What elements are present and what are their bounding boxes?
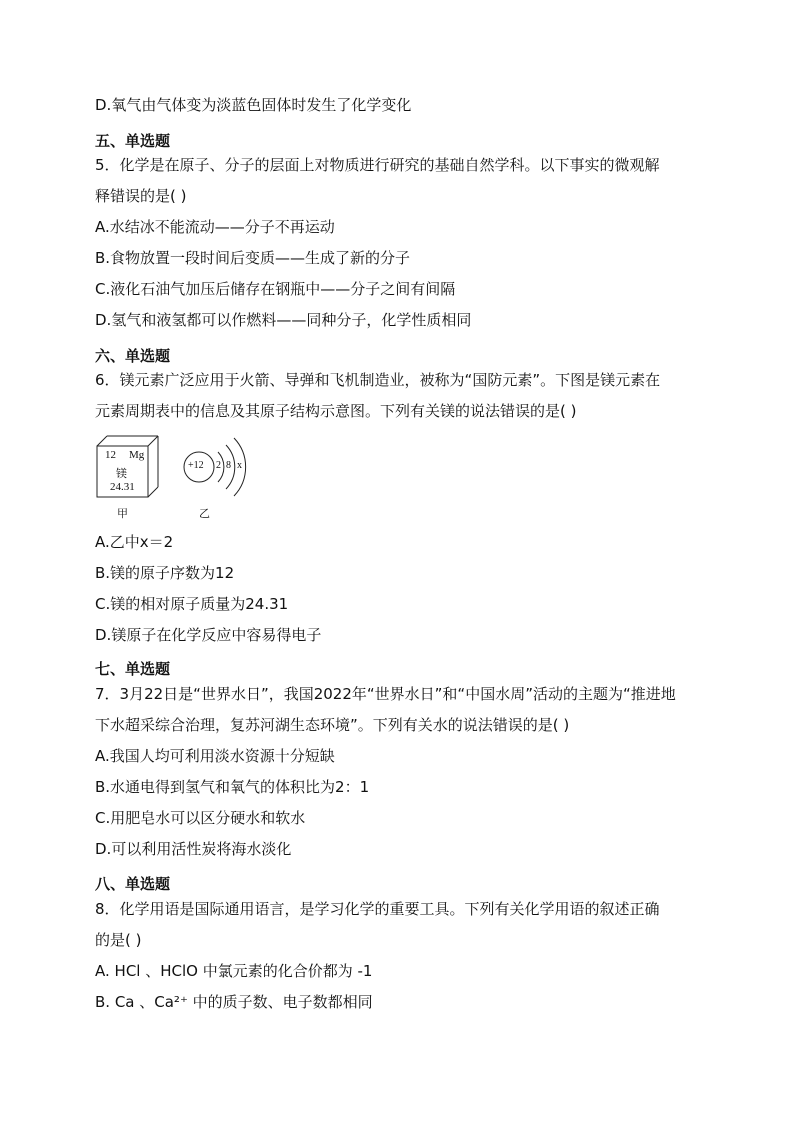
q6-option-c: C.镁的相对原子质量为24.31 bbox=[95, 595, 289, 613]
q7-stem-line2: 下水超采综合治理，复苏河湖生态环境”。下列有关水的说法错误的是( ) bbox=[95, 716, 570, 734]
q8-stem-line1: 8．化学用语是国际通用语言，是学习化学的重要工具。下列有关化学用语的叙述正确 bbox=[95, 900, 660, 918]
q5-option-a: A.水结冰不能流动——分子不再运动 bbox=[95, 218, 335, 236]
shell-3-count: x bbox=[237, 460, 242, 471]
caption-yi: 乙 bbox=[199, 507, 210, 520]
element-symbol: Mg bbox=[129, 449, 145, 461]
q5-option-d: D.氢气和液氢都可以作燃料——同种分子，化学性质相同 bbox=[95, 311, 472, 329]
shell-1-count: 2 bbox=[216, 460, 221, 471]
q5-heading: 五、单选题 bbox=[95, 132, 171, 150]
magnesium-figure bbox=[95, 433, 265, 521]
q8-stem-line2: 的是( ) bbox=[95, 931, 142, 949]
q7-option-b: B.水通电得到氢气和氧气的体积比为2：1 bbox=[95, 778, 370, 796]
q7-option-a: A.我国人均可利用淡水资源十分短缺 bbox=[95, 747, 335, 765]
q8-option-b: B. Ca 、Ca²⁺ 中的质子数、电子数都相同 bbox=[95, 993, 373, 1011]
nucleus-charge: +12 bbox=[188, 460, 204, 471]
q6-stem-line1: 6．镁元素广泛应用于火箭、导弹和飞机制造业，被称为“国防元素”。下图是镁元素在 bbox=[95, 371, 661, 389]
q8-option-a: A. HCl 、HClO 中氯元素的化合价都为 -1 bbox=[95, 962, 373, 980]
q6-option-d: D.镁原子在化学反应中容易得电子 bbox=[95, 626, 322, 644]
q7-option-c: C.用肥皂水可以区分硬水和软水 bbox=[95, 809, 306, 827]
q6-stem-line2: 元素周期表中的信息及其原子结构示意图。下列有关镁的说法错误的是( ) bbox=[95, 402, 577, 420]
q6-option-a: A.乙中x＝2 bbox=[95, 533, 174, 551]
shell-2-count: 8 bbox=[226, 460, 231, 471]
q5-option-b: B.食物放置一段时间后变质——生成了新的分子 bbox=[95, 249, 411, 267]
q7-heading: 七、单选题 bbox=[95, 660, 171, 678]
q4-option-d: D.氧气由气体变为淡蓝色固体时发生了化学变化 bbox=[95, 96, 412, 114]
q5-option-c: C.液化石油气加压后储存在钢瓶中——分子之间有间隔 bbox=[95, 280, 456, 298]
q5-stem-line2: 释错误的是( ) bbox=[95, 187, 187, 205]
caption-jia: 甲 bbox=[117, 507, 128, 520]
atomic-number: 12 bbox=[105, 449, 116, 461]
atomic-mass: 24.31 bbox=[110, 481, 135, 493]
q6-heading: 六、单选题 bbox=[95, 347, 171, 365]
q8-heading: 八、单选题 bbox=[95, 875, 171, 893]
element-name: 镁 bbox=[116, 467, 127, 480]
q7-stem-line1: 7．3月22日是“世界水日”，我国2022年“世界水日”和“中国水周”活动的主题为“推进地 bbox=[95, 685, 676, 703]
q5-stem-line1: 5．化学是在原子、分子的层面上对物质进行研究的基础自然学科。以下事实的微观解 bbox=[95, 156, 660, 174]
q6-option-b: B.镁的原子序数为12 bbox=[95, 564, 235, 582]
q7-option-d: D.可以利用活性炭将海水淡化 bbox=[95, 840, 292, 858]
